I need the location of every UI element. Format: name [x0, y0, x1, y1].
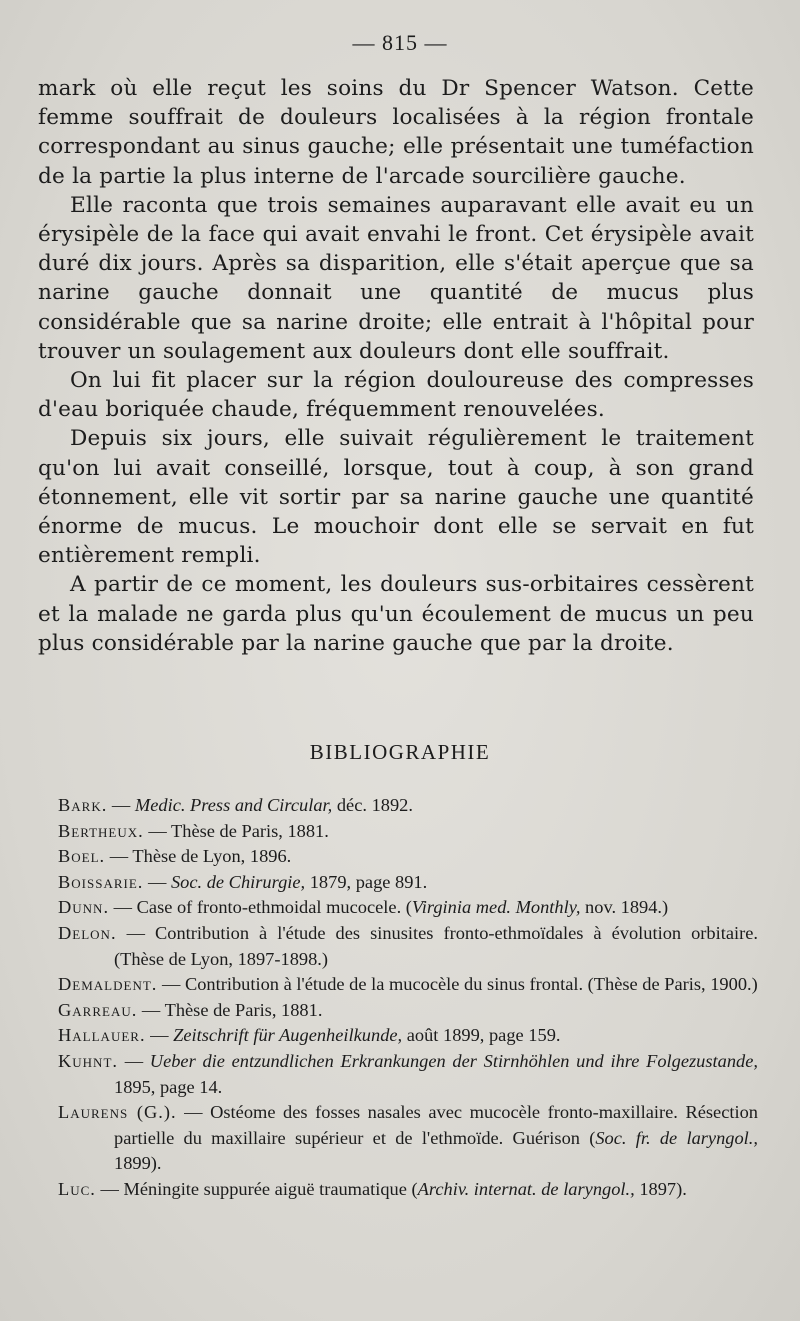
paragraph: mark où elle reçut les soins du Dr Spencer Watson. Cette femme souffrait de douleurs localisées à la région frontale correspondant au sinus gauche; elle présentait une tuméfaction de la partie la plus interne de l'arcade sourcilière gauche. — [38, 76, 754, 189]
entry-author: Bark. — [58, 795, 108, 815]
bibliography-entry — [58, 819, 758, 845]
bibliography-entry — [58, 844, 758, 870]
entry-separator: — — [116, 922, 156, 943]
entry-details: 1895, page 14. — [114, 1076, 223, 1097]
entry-details: Thèse de Paris, 1881. — [164, 999, 323, 1020]
entry-text: Case of fronto-ethmoidal mucocele. ( — [136, 897, 412, 918]
entry-title: Zeitschrift für Augenheilkunde, — [173, 1025, 403, 1046]
paragraph: Depuis six jours, elle suivait régulièrement le traitement qu'on lui avait conseillé, lorsque, tout à coup, à son grand étonnement, elle vit sortir par sa narine gauche une quantité énorme de mucus. Le mouchoir dont elle se servait en fut entièrement rempli. — [38, 426, 754, 569]
entry-details: Contribution à l'étude de la mucocèle du sinus frontal. (Thèse de Paris, 1900.) — [184, 974, 758, 995]
entry-text: Ostéome des fosses nasales avec mucocèle fronto-maxillaire. Résection partielle du maxillaire supérieur et de l'ethmoïde. Guérison ( — [114, 1102, 758, 1148]
entry-author: Delon. — [58, 922, 117, 943]
entry-details: Contribution à l'étude des sinusites fronto-ethmoïdales à évolution orbitaire. (Thèse de Lyon, 1897-1898.) — [114, 922, 759, 969]
entry-details: déc. 1892. — [332, 795, 413, 815]
entry-separator: — — [107, 795, 135, 815]
entry-separator: — — [176, 1102, 211, 1123]
entry-author: Garreau. — [58, 999, 138, 1020]
body-text — [38, 74, 754, 658]
entry-separator: — — [143, 820, 172, 841]
paragraph: A partir de ce moment, les douleurs sus-orbitaires cessèrent et la malade ne garda plus qu'un écoulement de mucus un peu plus considérable par la narine gauche que par la droite. — [38, 572, 754, 656]
entry-author: Dunn. — [58, 897, 110, 918]
entry-details: 1879, page 891. — [305, 871, 428, 892]
entry-author: Hallauer. — [58, 1025, 146, 1046]
bibliography-entry — [58, 1049, 758, 1100]
entry-title: Soc. fr. de laryngol., — [595, 1127, 758, 1148]
entry-author: Luc. — [58, 1178, 96, 1199]
bibliography-entry — [58, 1177, 758, 1203]
entry-separator: — — [145, 1025, 174, 1046]
entry-separator: — — [137, 999, 165, 1020]
entry-author: Laurens (G.). — [58, 1102, 177, 1123]
entry-separator: — — [95, 1178, 124, 1199]
entry-details: Thèse de Lyon, 1896. — [132, 846, 292, 867]
entry-text: Méningite suppurée aiguë traumatique ( — [123, 1178, 418, 1199]
paragraph: Elle raconta que trois semaines auparavant elle avait eu un érysipèle de la face qui avait envahi le front. Cet érysipèle avait duré dix jours. Après sa disparition, elle s'était aperçue que sa narine gauche donnait une quantité de mucus plus considérable que sa narine droite; elle entrait à l'hôpital pour trouver un soulagement aux douleurs dont elle souffrait. — [38, 192, 754, 364]
entry-title: Virginia med. Monthly, — [411, 897, 581, 918]
entry-author: Boissarie. — [58, 871, 144, 892]
entry-author: Kuhnt. — [58, 1050, 118, 1071]
bibliography-entry — [58, 895, 758, 921]
page-number: — 815 — — [352, 30, 448, 55]
bibliography-entry — [58, 921, 758, 972]
bibliography-entry — [58, 870, 758, 896]
bibliography-entry — [58, 998, 758, 1024]
entry-separator: — — [157, 974, 185, 995]
entry-separator: — — [105, 846, 133, 867]
bibliography-entry — [58, 793, 758, 819]
entry-title: Soc. de Chirurgie, — [170, 871, 306, 892]
paragraph: On lui fit placer sur la région douloureuse des compresses d'eau boriquée chaude, fréquemment renouvelées. — [38, 368, 754, 423]
entry-title: Medic. Press and Circular, — [134, 795, 333, 815]
entry-separator: — — [109, 897, 137, 918]
bibliography-heading: BIBLIOGRAPHIE — [309, 740, 491, 764]
bibliography-list — [58, 793, 758, 1203]
entry-details: août 1899, page 159. — [402, 1025, 561, 1046]
entry-separator: — — [117, 1050, 150, 1071]
entry-title: Archiv. internat. de laryngol., — [417, 1178, 635, 1199]
entry-author: Demaldent. — [58, 974, 158, 995]
bibliography-entry — [58, 1023, 758, 1049]
entry-details: 1899). — [114, 1153, 162, 1174]
entry-title: Ueber die entzundlichen Erkrankungen der Stirnhöhlen und ihre Folgezustande, — [149, 1050, 758, 1071]
entry-separator: — — [143, 871, 171, 892]
entry-details: nov. 1894.) — [580, 897, 669, 918]
bibliography-entry — [58, 972, 758, 998]
entry-details: 1897). — [634, 1178, 687, 1199]
entry-author: Bertheux. — [58, 820, 144, 841]
entry-details: Thèse de Paris, 1881. — [171, 820, 329, 841]
entry-author: Boel. — [58, 846, 106, 867]
bibliography-entry — [58, 1100, 758, 1177]
